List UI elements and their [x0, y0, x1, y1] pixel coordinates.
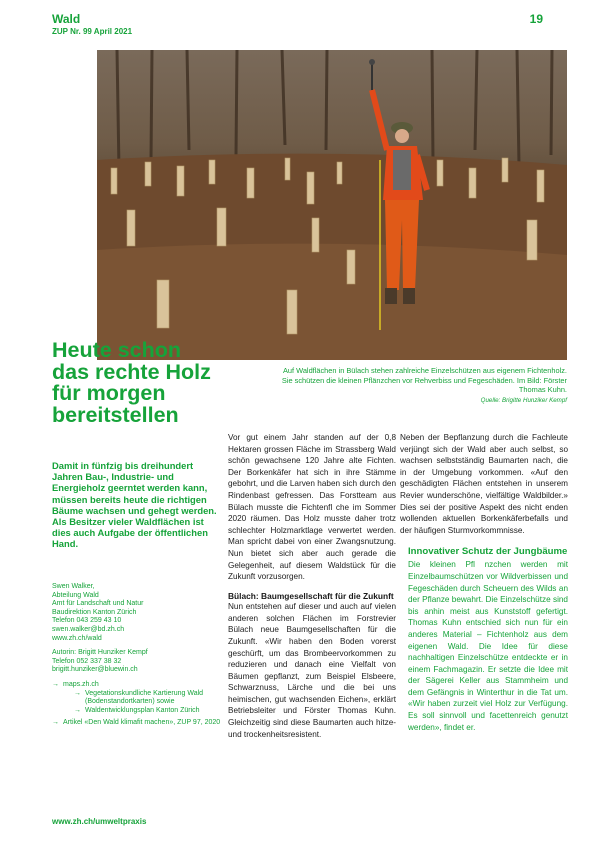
- author1-website[interactable]: www.zh.ch/wald: [52, 634, 102, 642]
- body-paragraph: Vor gut einem Jahr standen auf der 0,8 Hektaren grossen Fläche im Strassberg Wald schön gewachsene 120 Jahre alte Fichten. Der Borkenkäfer hat sich in ihre Stämme gebohrt, und die Larven haben sich durch den Rindenbast gefressen. Das Forstteam aus Bülach musste die Fichtenfl che im Sommer 2020 räumen. Das Holz musste daher trotz schlechter Holzmarktlage verwertet werden. Man spricht dabei von einer Zwangsnutzung. Nun bietet sich aber auch gerade die Gelegenheit, auf diesem Waldstück für die Zukunft vorzusorgen.: [228, 433, 396, 582]
- link-vegetation-map[interactable]: Vegetationskundliche Kartierung Wald (Bodenstandortkarten) sowie: [85, 689, 204, 706]
- link-list: [52, 681, 222, 728]
- author2-phone: Telefon 052 337 38 32: [52, 657, 122, 665]
- sublink-item[interactable]: [63, 690, 222, 707]
- link-maps[interactable]: maps.zh.ch: [63, 680, 99, 688]
- link-item[interactable]: [52, 719, 222, 728]
- author2-line: Autorin: Brigitt Hunziker Kempf: [52, 649, 148, 657]
- sublink-list: [63, 690, 222, 716]
- arrow-right-icon: →: [74, 706, 81, 714]
- subheading: Bülach: Baumgesellschaft für die Zukunft: [228, 590, 394, 601]
- author1-phone: Telefon 043 259 43 10: [52, 617, 122, 625]
- photo-caption: [280, 366, 567, 405]
- article-column-3: [400, 432, 568, 733]
- issue-label: ZUP Nr. 99 April 2021: [52, 27, 133, 36]
- arrow-right-icon: →: [52, 719, 59, 727]
- author1-line: Baudirektion Kanton Zürich: [52, 608, 137, 616]
- article-title: Heute schon das rechte Holz für morgen bereitstellen: [52, 338, 211, 427]
- body-paragraph: Neben der Bepflanzung durch die Fachleute verjüngt sich der Wald aber auch selbst, so wachsen selbstständig Baumarten nach, die in der Umgebung vorkommen. «Auf den geschädigten Flächen entstehen in unserem Revier wunderschöne, vielfältige Waldbilder.» Dies sei der positive Aspekt des nicht enden wollenden aktuellen Borkenkäferbefalls und der häufigen Sturmvorkommnisse.: [400, 433, 568, 535]
- author1-line: Abteilung Wald: [52, 591, 99, 599]
- author1-email[interactable]: swen.walker@bd.zh.ch: [52, 625, 125, 633]
- section-title: Wald: [52, 12, 81, 26]
- footer-url[interactable]: www.zh.ch/umweltpraxis: [52, 817, 147, 826]
- article-column-2: [228, 432, 396, 740]
- forest-planting-photo: [97, 50, 567, 360]
- caption-text: Auf Waldflächen in Bülach stehen zahlreiche Einzelschützen aus eigenem Fichtenholz. Sie schützen die kleinen Pflänzchen vor Rehverbiss und Fegeschäden. Im Bild: Förster Thomas Kuhn.: [281, 366, 567, 395]
- box-text: Die kleinen Pfl nzchen werden mit Einzelbaumschützen vor Wildverbissen und Fegeschäden durch Scheuern des Wilds an der Pflanze bewahrt. Die Einzelschütze sind bis anhin meist aus Kunststoff gefertigt. Thomas Kuhn entschied sich nun für ein anderes Material – Fichtenholz aus dem eigenen Wald. Die Idee für diese nachhaltigen Einzelschütze entdeckte er in einem Fachmagazin. Er setzte die Idee mit der Sägerei Keller aus Stammheim und dem Gefängnis in Winterthur in die Tat um. «Wir haben zurzeit viel Holz zur Verfügung. Es soll sinnvoll und facettenreich genutzt werden», findet er.: [408, 560, 568, 732]
- link-item[interactable]: [52, 681, 222, 715]
- arrow-right-icon: →: [52, 680, 59, 688]
- page-number: 19: [529, 12, 543, 26]
- sublink-item[interactable]: [63, 707, 222, 716]
- link-forest-plan[interactable]: Waldentwicklungsplan Kanton Zürich: [85, 706, 200, 714]
- contact-info: [52, 583, 222, 733]
- link-article-ref[interactable]: Artikel «Den Wald klimafit machen», ZUP 97, 2020: [63, 719, 221, 727]
- body-paragraph: Nun entstehen auf dieser und auch auf vielen anderen solchen Flächen im Forstrevier Bülach neue Baumgesellschaften für die Zukunft. «Wir haben den Boden vorerst geschürft, um das Brombeervorkommen zu reduzieren und danach eine Vielfalt von Bäumen gepflanzt, zum Beispiel Elsbeere, Schwarznuss, Lärche und die bei uns heimischen, gut wachsenden Eichen», erklärt Betriebsleiter und Förster Thomas Kuhn. Gleichzeitig sind diese Baumarten auch hitze- und trockenheitsresistent.: [228, 602, 396, 739]
- author1-line: Amt für Landschaft und Natur: [52, 600, 144, 608]
- caption-credit: Quelle: Brigitte Hunziker Kempf: [480, 396, 567, 404]
- author1-line: Swen Walker,: [52, 583, 95, 590]
- article-lead: Damit in fünfzig bis dreihundert Jahren Bau-, Industrie- und Energieholz geerntet werden kann, müssen bereits heute die richtigen Bäume wachsen und gehegt werden. Als Besitzer vieler Waldflächen ist dies auch Aufgabe der öffentlichen Hand.: [52, 460, 217, 550]
- author1-block: [52, 583, 222, 643]
- author2-email[interactable]: brigitt.hunziker@bluewin.ch: [52, 666, 138, 674]
- author2-block: [52, 649, 222, 675]
- box-title: Innovativer Schutz der Jungbäume: [408, 546, 568, 558]
- arrow-right-icon: →: [74, 689, 81, 697]
